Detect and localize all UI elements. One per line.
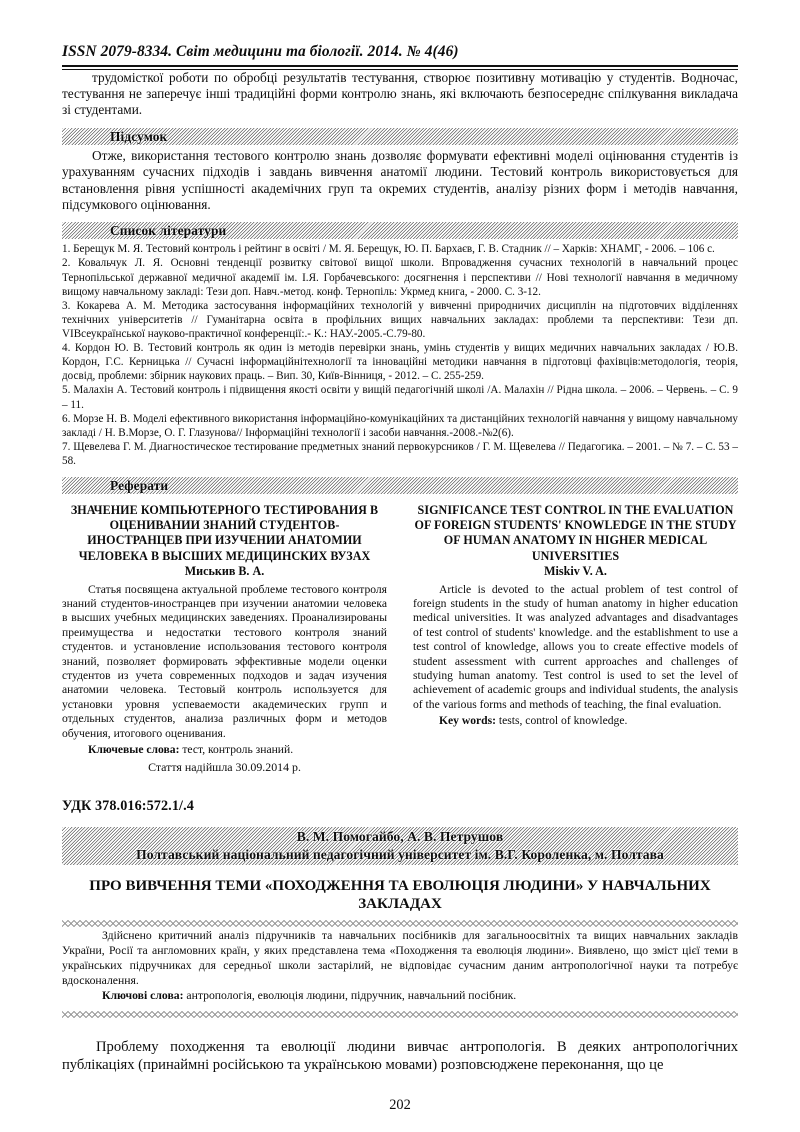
reference-item: 7. Щевелева Г. М. Диагностическое тестирование предметных знаний первокурсников / Г. М. Щевелева // Педагогика. – 2001. – № 7. – С. 53 – 58. xyxy=(62,440,738,468)
reference-list xyxy=(62,242,738,468)
abstract-en-author: Miskiv V. A. xyxy=(544,563,607,578)
abstract-en-keywords-value: tests, control of knowledge. xyxy=(496,714,628,728)
udc-code: УДК 378.016:572.1/.4 xyxy=(62,797,194,814)
continued-paragraph: трудомісткої роботи по обробці результатів тестування, створює позитивну мотивацію у студентів. Водночас, тестування не заперечує інші традиційні форми контролю знань, які включають безпосереднє спілкування викладача зі студентами. xyxy=(62,69,738,118)
zigzag-separator-top xyxy=(62,920,738,927)
abstract-ru-keywords-value: тест, контроль знаний. xyxy=(179,743,294,757)
abstract-ru-keywords xyxy=(62,743,387,757)
header-rule-thick xyxy=(62,65,738,67)
article2-summary: Здійснено критичний аналіз підручників та навчальних посібників для загальноосвітніх та вищих навчальних закладів України, Росії та англомовних країн, у яких представлена тема «Походження та еволюція людини». Виявлено, що зміст цієї теми в українських підручниках для середньої школи застарілий, не відповідає сучасним даним антропологічної науки та потребує вдосконалення. xyxy=(62,929,738,988)
section-band-references xyxy=(62,222,738,239)
abstract-ru-keywords-label: Ключевые слова: xyxy=(88,743,180,757)
article2-summary-block xyxy=(62,929,738,1003)
section-band-summary xyxy=(62,128,738,145)
abstract-en-keywords xyxy=(413,714,738,728)
reference-item: 2. Ковальчук Л. Я. Основні тенденції розвитку світової вищої школи. Впровадження сучасних технологій в навчальний процес Тернопільської державної медичної академії ім. І.Я. Горбачевського: досягнення і перспективи // Нові технології навчання в медичному вищому навчальному закладі: Тези доп. Навч.-метод. конф. Тернопіль: Укрмед книга, - 2000. С. 3-12. xyxy=(62,257,738,298)
article2-author-band xyxy=(62,827,738,865)
running-head: ISSN 2079-8334. Світ медицини та біології. 2014. № 4(46) xyxy=(62,43,459,60)
abstract-ru-title: ЗНАЧЕНИЕ КОМПЬЮТЕРНОГО ТЕСТИРОВАНИЯ В ОЦЕНИВАНИИ ЗНАНИЙ СТУДЕНТОВ-ИНОСТРАНЦЕВ ПРИ ИЗУЧЕНИИ АНАТОМИИ ЧЕЛОВЕКА В ВЫСШИХ МЕДИЦИНСКИХ ВУЗАХ xyxy=(70,503,379,563)
zigzag-separator-bottom xyxy=(62,1011,738,1018)
article2-opening-paragraph: Проблему походження та еволюції людини вивчає антропологія. В деяких антропологічних публікаціях (принаймні російською та українською мовами) розповсюджене переконання, що це xyxy=(62,1038,738,1073)
reference-item: 1. Берещук М. Я. Тестовий контроль і рейтинг в освіті / М. Я. Берещук, Ю. П. Бархаєв, Г. В. Стадник // – Харків: ХНАМГ, - 2006. – 106 с. xyxy=(62,243,715,256)
abstract-ru-body: Статья посвящена актуальной проблеме тестового контроля знаний студентов-иностранцев при изучении анатомии человека в высших учебных медицинских заведениях. Проанализированы преимущества и недостатки тестового контроля знаний студентов. и установление использования тестового контроля знаний, позволяет формировать эффективные модели оценки студентов из учета современных подходов и задач изучения анатомии человека. Тестовый контроль используется для установки уровня успеваемости академических групп и отдельных студентов, анализа различных форм и методов обучения, итогового оценивания. xyxy=(62,582,387,740)
abstract-russian xyxy=(62,503,387,774)
abstract-en-title: SIGNIFICANCE TEST CONTROL IN THE EVALUATION OF FOREIGN STUDENTS' KNOWLEDGE IN THE STUDY OF HUMAN ANATOMY IN HIGHER MEDICAL UNIVERSITIES xyxy=(414,503,737,563)
article2-title: ПРО ВИВЧЕННЯ ТЕМИ «ПОХОДЖЕННЯ ТА ЕВОЛЮЦІЯ ЛЮДИНИ» У НАВЧАЛЬНИХ ЗАКЛАДАХ xyxy=(89,877,711,913)
reference-item: 4. Кордон Ю. В. Тестовий контроль як один із методів перевірки знань, умінь студентів у вищих медичних навчальних закладах / Ю.В. Кордон, Г.С. Керницька // Сучасні інформаційнітехнології та інноваційні методики навчання в підготовці фахівців:методологія, теорія, досвід, проблеми: збірник наукових праць. – Вип. 30, Київ-Вінниця, - 2012. – С. 255-259. xyxy=(62,342,738,383)
article2-authors: В. М. Помогайбо, А. В. Петрушов xyxy=(296,828,504,844)
section-band-references-label: Список літератури xyxy=(110,223,227,239)
section-band-abstracts-label: Реферати xyxy=(110,477,169,493)
abstract-en-keywords-label: Key words: xyxy=(439,714,496,728)
page-number: 202 xyxy=(389,1097,411,1113)
section-band-abstracts xyxy=(62,477,738,494)
abstract-en-body: Article is devoted to the actual problem of test control of foreign students in the study of human anatomy in higher education medical universities. It was analyzed advantages and disadvantages of test control of students' knowledge. and the establishment to use a test control of knowledge, allows you to create effective models of student assessment with current approaches and challenges of studying human anatomy. Test control is used to set the level of achievement of academic groups and individual students, the analysis of the various forms and methods of teaching, the final evaluation. xyxy=(413,582,738,711)
article2-affiliation: Полтавський національний педагогічний університет ім. В.Г. Короленка, м. Полтава xyxy=(136,847,664,863)
reference-item: 5. Малахін А. Тестовий контроль і підвищення якості освіти у вищій педагогічній школі /А. Малахін // Рідна школа. – 2006. – Червень. – С. 9 – 11. xyxy=(62,384,738,411)
article2-keywords xyxy=(62,989,738,1004)
article2-opening-block xyxy=(62,1038,738,1074)
received-note: Стаття надійшла 30.09.2014 р. xyxy=(148,759,301,774)
section-band-summary-label: Підсумок xyxy=(110,128,168,144)
abstracts-columns xyxy=(62,503,738,774)
reference-item: 6. Морзе Н. В. Моделі ефективного використання інформаційно-комунікаційних та дистанційних технологій навчання у вищому навчальному закладі / Н. В.Морзе, О. Г. Глазунова// Інформаційні технології і засоби навчання.-2008.-№2(6). xyxy=(62,412,738,439)
abstract-ru-author: Миськив В. А. xyxy=(184,563,265,578)
article2-keywords-value: антропологія, еволюція людини, підручник, навчальний посібник. xyxy=(183,988,517,1002)
reference-item: 3. Кокарева А. М. Методика застосування інформаційних технологій у вивченні природничих дисциплін на підготовчих відділеннях технічних університетів // Гуманітарна освіта в профільних вищих навчальних закладах: проблеми та перспективи: Тези дп. VIВсеукраїнської науково-практичної конференції:.- К.: НАУ.-2005.-С.79-80. xyxy=(62,299,738,341)
abstract-english xyxy=(413,503,738,774)
summary-paragraph: Отже, використання тестового контролю знань дозволяє формувати ефективні моделі оцінювання студентів із урахуванням сучасних підходів і завдань вивчення анатомії людини. Тестовий контроль використовується для встановлення рівня успішності академічних груп та окремих студентів, аналізу різних форм і методів навчання, підсумкового оцінювання. xyxy=(62,147,738,212)
article2-keywords-label: Ключові слова: xyxy=(102,988,184,1002)
